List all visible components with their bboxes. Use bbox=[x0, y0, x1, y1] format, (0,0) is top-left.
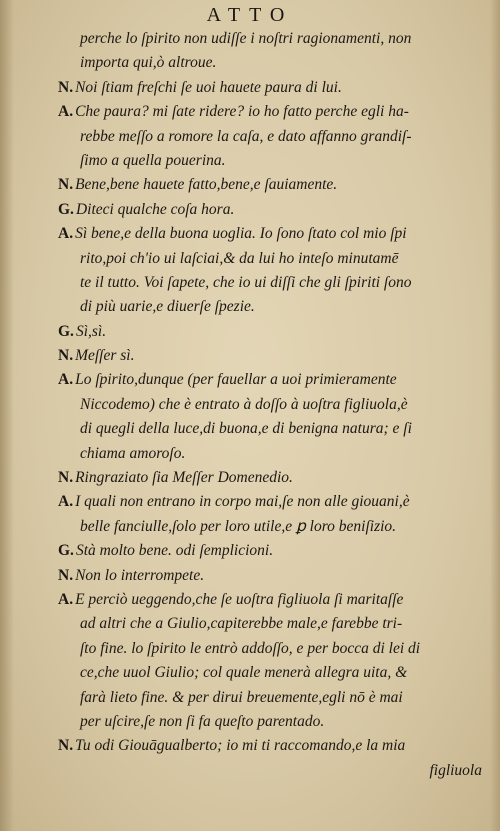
continuation-line bbox=[58, 247, 488, 271]
continuation-line bbox=[58, 149, 488, 173]
line-text: perche lo ſpirito non udiſſe i noſtri ragionamenti, non bbox=[80, 30, 412, 47]
line-text: Bene,bene hauete fatto,bene,e ſauiamente. bbox=[75, 176, 338, 194]
dialogue-text bbox=[58, 27, 488, 783]
speech-line bbox=[58, 76, 488, 100]
continuation-line bbox=[58, 637, 488, 661]
line-text: I quali non entrano in corpo mai,ſe non alle giouani,è bbox=[75, 493, 410, 511]
line-text: Stà molto bene. odi ſemplicioni. bbox=[75, 542, 274, 560]
continuation-line bbox=[58, 271, 488, 295]
speech-line bbox=[58, 368, 488, 392]
line-text: Sì bene,e della buona uoglia. Io ſono ſtato col mio ſpi bbox=[75, 225, 407, 243]
page-edge-shadow bbox=[490, 0, 500, 831]
continuation-line bbox=[58, 515, 488, 539]
line-text: rito,poi ch'io ui laſciai,& da lui ho inteſo minutamē bbox=[80, 249, 399, 267]
line-text: Lo ſpirito,dunque (per fauellar a uoi primieramente bbox=[75, 371, 397, 389]
speech-line bbox=[58, 539, 488, 563]
speech-line bbox=[58, 588, 488, 612]
speech-line bbox=[58, 173, 488, 197]
speech-line bbox=[58, 466, 488, 490]
catchword: figliuola bbox=[429, 761, 482, 779]
speech-line bbox=[58, 198, 488, 222]
line-text: ad altri che a Giulio,capiterebbe male,e farebbe tri- bbox=[80, 615, 403, 633]
continuation-line bbox=[58, 442, 488, 466]
line-text: rebbe meſſo a romore la caſa, e dato affanno grandiſ- bbox=[80, 127, 412, 145]
line-text: Noi ſtiam freſchi ſe uoi hauete paura di lui. bbox=[75, 78, 342, 96]
speaker-label: N. bbox=[58, 347, 74, 365]
line-text: di quegli della luce,di buona,e di benigna natura; e ſi bbox=[80, 420, 412, 438]
continuation-line bbox=[58, 686, 488, 710]
line-text: E perciò ueggendo,che ſe uoſtra figliuola ſi maritaſſe bbox=[75, 590, 404, 608]
continuation-line bbox=[58, 125, 488, 149]
speaker-label: N. bbox=[58, 469, 74, 487]
speaker-label: A. bbox=[58, 493, 74, 511]
line-text: Ringraziato ſia Meſſer Domenedio. bbox=[75, 469, 293, 487]
line-text: Diteci qualche coſa hora. bbox=[75, 200, 235, 218]
line-text: belle fanciulle,ſolo per loro utile,e ꝑ loro beniſizio. bbox=[80, 517, 397, 535]
line-text: ſimo a quella pouerina. bbox=[80, 151, 226, 169]
speech-line bbox=[58, 320, 488, 344]
line-text: importa qui,ò altroue. bbox=[80, 54, 217, 72]
speech-line bbox=[58, 100, 488, 124]
speaker-label: A. bbox=[58, 590, 74, 608]
line-text: Che paura? mi ſate ridere? io ho fatto perche egli ha- bbox=[75, 103, 409, 121]
speaker-label: G. bbox=[58, 200, 74, 218]
continuation-line bbox=[58, 710, 488, 734]
speaker-label: N. bbox=[58, 566, 74, 584]
line-text: ce,che uuol Giulio; col quale menerà allegra uita, & bbox=[80, 664, 408, 682]
speaker-label: A. bbox=[58, 371, 74, 389]
speech-line bbox=[58, 564, 488, 588]
line-text: ſto fine. lo ſpirito le entrò addoſſo, e per bocca di lei di bbox=[80, 639, 421, 657]
line-text: te il tutto. Voi ſapete, che io ui diſſi che gli ſpiriti ſono bbox=[80, 273, 412, 291]
speaker-label: N. bbox=[58, 78, 74, 96]
line-text: Sì,sì. bbox=[75, 322, 107, 340]
speech-line bbox=[58, 344, 488, 368]
speech-line bbox=[58, 734, 488, 758]
continuation-line bbox=[58, 393, 488, 417]
line-text: di più uarie,e diuerſe ſpezie. bbox=[80, 298, 255, 316]
line-text: farà lieto fine. & per dirui breuemente,egli nō è mai bbox=[80, 688, 403, 706]
continuation-line bbox=[58, 295, 488, 319]
page-gutter-shadow bbox=[0, 0, 14, 831]
continuation-line bbox=[58, 27, 488, 51]
line-text: Tu odi Giouāgualberto; io mi ti raccomando,e la mia bbox=[75, 737, 406, 755]
continuation-line bbox=[58, 417, 488, 441]
speaker-label: A. bbox=[58, 103, 74, 121]
speaker-label: A. bbox=[58, 225, 74, 243]
continuation-line bbox=[58, 661, 488, 685]
speech-line bbox=[58, 490, 488, 514]
line-text: chiama amoroſo. bbox=[80, 444, 186, 462]
line-text: per uſcire,ſe non ſi fa queſto parentado. bbox=[80, 712, 325, 730]
speaker-label: G. bbox=[58, 322, 74, 340]
continuation-line bbox=[58, 612, 488, 636]
speech-line bbox=[58, 222, 488, 246]
running-head: ATTO bbox=[206, 4, 294, 26]
line-text: Non lo interrompete. bbox=[75, 566, 205, 584]
speaker-label: N. bbox=[58, 176, 74, 194]
line-text: Meſſer sì. bbox=[75, 347, 135, 365]
line-text: Niccodemo) che è entrato à doſſo à uoſtra figliuola,è bbox=[80, 395, 408, 413]
speaker-label: N. bbox=[58, 737, 74, 755]
continuation-line bbox=[58, 51, 488, 75]
speaker-label: G. bbox=[58, 542, 74, 560]
